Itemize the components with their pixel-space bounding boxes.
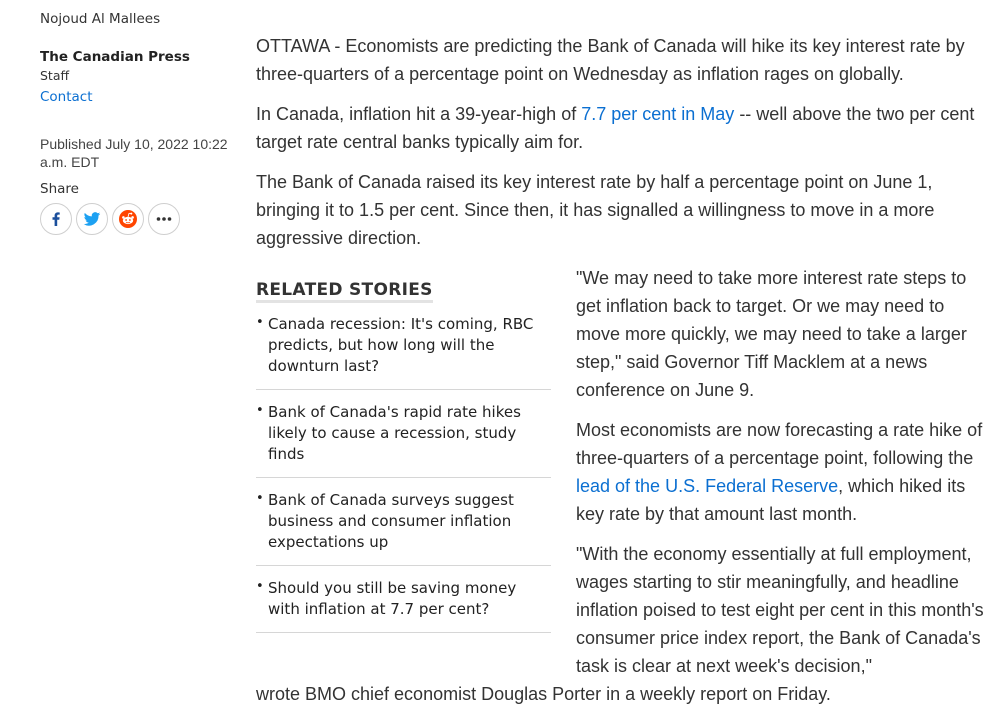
article-paragraph-1: OTTAWA - Economists are predicting the Bank of Canada will hike its key interest rate by three-quarters of a percentage point on Wednesday as inflation rages on globally. [256, 36, 965, 84]
share-buttons [40, 203, 180, 235]
reddit-share-button[interactable] [112, 203, 144, 235]
author-name: Nojoud Al Mallees [40, 11, 161, 27]
dateline: OTTAWA [256, 36, 330, 56]
related-story-link[interactable]: • Bank of Canada surveys suggest business and consumer inflation expectations up [256, 490, 551, 553]
facebook-share-button[interactable] [40, 203, 72, 235]
more-share-button[interactable] [148, 203, 180, 235]
related-stories-title: RELATED STORIES [256, 280, 433, 303]
published-date: Published July 10, 2022 10:22 a.m. EDT [40, 136, 228, 170]
author-role: Staff [40, 68, 70, 83]
organization-name: The Canadian Press [40, 49, 190, 65]
article-paragraph-4: "We may need to take more interest rate steps to get inflation back to target. Or we may need to move more quickly, we may need to take a larger step," said Governor Tiff Macklem at a news conference on June 9. [576, 268, 967, 400]
related-story-link[interactable]: • Bank of Canada's rapid rate hikes likely to cause a recession, study finds [256, 402, 551, 465]
more-icon [156, 216, 172, 222]
article-paragraph-6: "With the economy essentially at full employment, wages starting to stir meaningfully, and headline inflation poised to test eight per cent in this month's consumer price index report, the Bank of Canada's task is clear at next week's decision," [576, 544, 984, 676]
article-paragraph-7: wrote BMO chief economist Douglas Porter in a weekly report on Friday. [256, 684, 831, 704]
related-stories [256, 280, 551, 618]
twitter-icon [83, 210, 101, 228]
related-story-link[interactable]: • Should you still be saving money with inflation at 7.7 per cent? [256, 578, 551, 620]
related-story-link[interactable]: • Canada recession: It's coming, RBC predicts, but how long will the downturn last? [256, 314, 551, 377]
twitter-share-button[interactable] [76, 203, 108, 235]
contact-link[interactable]: Contact [40, 89, 93, 105]
federal-reserve-link[interactable]: lead of the U.S. Federal Reserve [576, 476, 839, 496]
related-story[interactable] [256, 578, 551, 633]
reddit-icon [118, 209, 138, 229]
related-story[interactable] [256, 402, 551, 478]
share-label: Share [40, 181, 79, 197]
facebook-icon [48, 211, 64, 227]
related-story[interactable] [256, 314, 551, 390]
related-story[interactable] [256, 490, 551, 566]
article-paragraph-3: The Bank of Canada raised its key interest rate by half a percentage point on June 1, bringing it to 1.5 per cent. Since then, it has signalled a willingness to move in a more aggressive direction. [256, 172, 935, 248]
article-paragraph-2: In Canada, inflation hit a 39-year-high of 7.7 per cent in May -- well above the two per cent target rate central banks typically aim for. [256, 104, 975, 152]
article-paragraph-5: Most economists are now forecasting a rate hike of three-quarters of a percentage point, following the lead of the U.S. Federal Reserve, which hiked its key rate by that amount last month. [576, 420, 983, 524]
inflation-link[interactable]: 7.7 per cent in May [581, 104, 735, 124]
